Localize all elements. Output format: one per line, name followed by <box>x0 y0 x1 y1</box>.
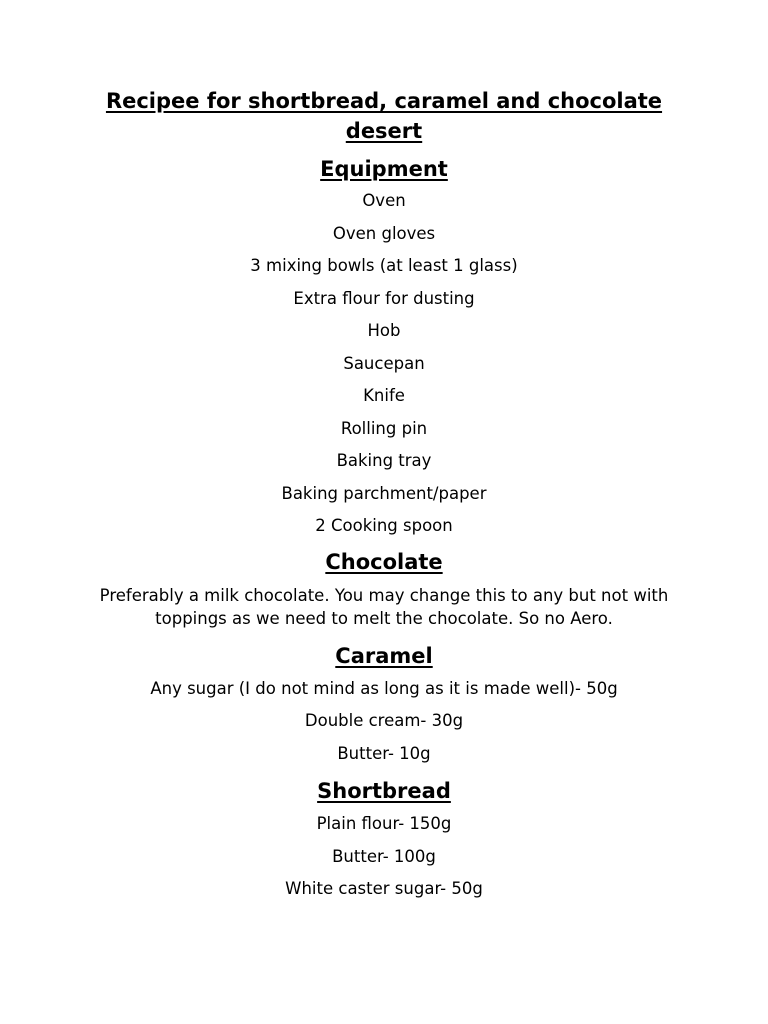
list-item: Oven gloves <box>332 223 436 243</box>
list-item: Saucepan <box>343 353 425 373</box>
recipe-document <box>0 86 768 911</box>
equipment-heading: Equipment <box>320 157 448 181</box>
list-item: 2 Cooking spoon <box>315 516 453 535</box>
list-item: Extra flour for dusting <box>293 288 475 308</box>
list-item: Knife <box>363 386 405 405</box>
shortbread-heading: Shortbread <box>317 779 451 803</box>
list-item: Hob <box>367 321 401 340</box>
list-item: Double cream- 30g <box>304 711 464 730</box>
document-title: Recipee for shortbread, caramel and chocolate desert <box>105 89 663 143</box>
list-item: Oven <box>362 191 406 210</box>
caramel-heading: Caramel <box>335 643 433 668</box>
shortbread-list <box>0 813 768 911</box>
equipment-list <box>0 190 768 548</box>
list-item: 3 mixing bowls (at least 1 glass) <box>250 256 518 275</box>
chocolate-description: Preferably a milk chocolate. You may change this to any but not with toppings as we need to melt the chocolate. So no Aero. <box>99 585 669 628</box>
list-item: Butter- 10g <box>337 743 431 763</box>
list-item: Any sugar (I do not mind as long as it is made well)- 50g <box>150 678 618 698</box>
caramel-list <box>0 678 768 776</box>
list-item: Rolling pin <box>340 418 428 438</box>
section-spacer <box>0 630 768 636</box>
list-item: Baking tray <box>336 451 432 470</box>
list-item: Butter- 100g <box>332 846 436 866</box>
chocolate-heading: Chocolate <box>325 549 443 574</box>
list-item: White caster sugar- 50g <box>285 879 483 898</box>
list-item: Baking parchment/paper <box>281 483 487 503</box>
list-item: Plain flour- 150g <box>316 814 452 833</box>
